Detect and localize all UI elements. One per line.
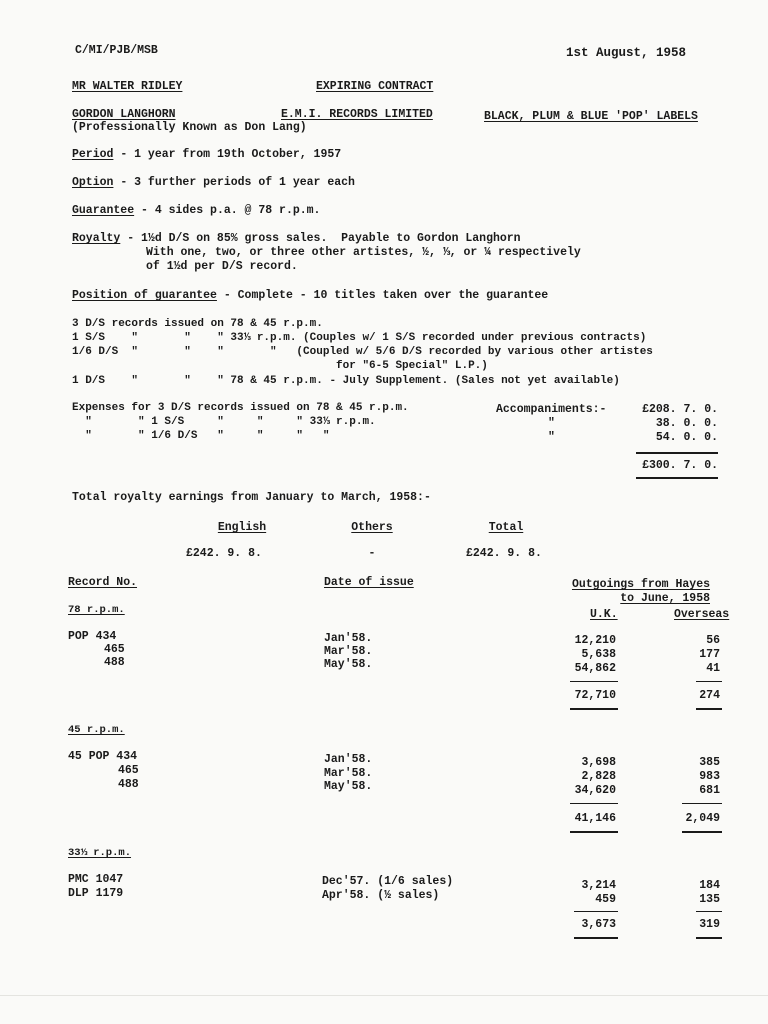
col-header-date: Date of issue xyxy=(324,576,414,589)
total-rule xyxy=(570,708,618,710)
overseas-sales: 135 xyxy=(699,893,720,906)
expenses-line-2: " " 1 S/S " " " 33⅓ r.p.m. xyxy=(72,416,376,428)
earnings-english: £242. 9. 8. xyxy=(186,547,262,560)
company-name: E.M.I. RECORDS LIMITED xyxy=(281,108,433,121)
record-number: POP 434 xyxy=(68,630,117,643)
total-rule xyxy=(682,831,722,833)
royalty-line xyxy=(72,232,521,246)
professional-name: (Professionally Known as Don Lang) xyxy=(72,121,307,134)
earnings-total: £242. 9. 8. xyxy=(466,547,542,560)
uk-total: 72,710 xyxy=(574,689,616,702)
col-header-outgoings-1: Outgoings from Hayes xyxy=(571,578,710,591)
uk-sales: 54,862 xyxy=(574,662,616,675)
memo-subject: EXPIRING CONTRACT xyxy=(316,80,434,93)
issue-date: Jan'58. xyxy=(324,753,373,766)
position-detail-4: for "6-5 Special" L.P.) xyxy=(72,360,488,372)
expenses-total-rule xyxy=(636,452,718,454)
royalty-text-3: of 1½d per D/S record. xyxy=(146,260,298,273)
expense-amount-3: 54. 0. 0. xyxy=(655,431,718,444)
subtotal-rule xyxy=(574,911,618,912)
record-number: 488 xyxy=(104,656,125,669)
expense-amount-2: 38. 0. 0. xyxy=(655,417,718,430)
subtotal-rule xyxy=(682,803,722,804)
overseas-sales: 385 xyxy=(699,756,720,769)
guarantee-label: Guarantee xyxy=(72,204,135,217)
overseas-sales: 681 xyxy=(699,784,720,797)
uk-sales: 3,698 xyxy=(581,756,616,769)
record-number: PMC 1047 xyxy=(68,873,124,886)
overseas-sales: 184 xyxy=(699,879,720,892)
option-label: Option xyxy=(72,176,114,189)
memo-date: 1st August, 1958 xyxy=(566,46,687,60)
expenses-total: £300. 7. 0. xyxy=(642,459,718,472)
col-header-overseas: Overseas xyxy=(674,608,730,621)
overseas-total: 274 xyxy=(699,689,720,702)
group-label-45: 45 r.p.m. xyxy=(68,724,125,736)
accompaniments-label: Accompaniments:- xyxy=(496,403,607,416)
record-number: 488 xyxy=(118,778,139,791)
accompaniments-ditto-1: " xyxy=(548,417,555,430)
overseas-sales: 41 xyxy=(706,662,720,675)
earnings-others: - xyxy=(368,547,376,560)
expenses-total-underline xyxy=(636,477,718,479)
subtotal-rule xyxy=(696,681,722,682)
issue-date: Jan'58. xyxy=(324,632,373,645)
expenses-line-1: Expenses for 3 D/S records issued on 78 & 45 r.p.m. xyxy=(72,402,409,414)
page-edge-divider xyxy=(0,995,768,996)
position-detail-1: 3 D/S records issued on 78 & 45 r.p.m. xyxy=(72,318,323,330)
period-line xyxy=(72,148,341,162)
guarantee-text: - 4 sides p.a. @ 78 r.p.m. xyxy=(134,204,321,217)
total-rule xyxy=(574,937,618,939)
royalty-text-2: With one, two, or three other artistes, ½, ⅓, or ¼ respectively xyxy=(146,246,581,259)
position-label: Position of guarantee xyxy=(72,289,217,302)
uk-sales: 2,828 xyxy=(581,770,616,783)
group-label-33: 33⅓ r.p.m. xyxy=(68,847,132,859)
option-text: - 3 further periods of 1 year each xyxy=(113,176,355,189)
record-labels: BLACK, PLUM & BLUE 'POP' LABELS xyxy=(484,110,698,123)
issue-date: Mar'58. xyxy=(324,767,373,780)
uk-total: 3,673 xyxy=(581,918,616,931)
issue-date: May'58. xyxy=(324,780,373,793)
group-label-78: 78 r.p.m. xyxy=(68,604,125,616)
col-header-record: Record No. xyxy=(68,576,138,589)
addressee: MR WALTER RIDLEY xyxy=(72,80,183,93)
guarantee-line xyxy=(72,204,320,218)
position-detail-3: 1/6 D/S " " " " (Coupled w/ 5/6 D/S recorded by various other artistes xyxy=(72,346,653,358)
accompaniments-ditto-2: " xyxy=(548,431,555,444)
overseas-total: 2,049 xyxy=(685,812,720,825)
uk-total: 41,146 xyxy=(574,812,616,825)
overseas-sales: 56 xyxy=(706,634,720,647)
uk-sales: 3,214 xyxy=(581,879,616,892)
subtotal-rule xyxy=(570,681,618,682)
position-text: - Complete - 10 titles taken over the guarantee xyxy=(216,289,549,302)
royalty-label: Royalty xyxy=(72,232,121,245)
subtotal-rule xyxy=(696,911,722,912)
period-label: Period xyxy=(72,148,114,161)
record-number: 465 xyxy=(104,643,125,656)
artist-name: GORDON LANGHORN xyxy=(72,108,176,121)
issue-date: Apr'58. (½ sales) xyxy=(322,889,440,902)
total-rule xyxy=(696,937,722,939)
position-detail-5: 1 D/S " " " 78 & 45 r.p.m. - July Supplement. (Sales not yet available) xyxy=(72,375,620,387)
earnings-header-english: English xyxy=(217,521,267,534)
option-line xyxy=(72,176,355,190)
issue-date: May'58. xyxy=(324,658,373,671)
col-header-outgoings-2: to June, 1958 xyxy=(620,592,710,605)
overseas-sales: 983 xyxy=(699,770,720,783)
royalty-text: - 1½d D/S on 85% gross sales. Payable to Gordon Langhorn xyxy=(120,232,521,245)
position-line xyxy=(72,289,548,303)
uk-sales: 12,210 xyxy=(574,634,616,647)
uk-sales: 459 xyxy=(595,893,616,906)
uk-sales: 34,620 xyxy=(574,784,616,797)
record-number: 465 xyxy=(118,764,139,777)
total-rule xyxy=(696,708,722,710)
period-text: - 1 year from 19th October, 1957 xyxy=(113,148,342,161)
overseas-total: 319 xyxy=(699,918,720,931)
issue-date: Mar'58. xyxy=(324,645,373,658)
expenses-line-3: " " 1/6 D/S " " " " xyxy=(72,430,330,442)
royalty-earnings-title: Total royalty earnings from January to March, 1958:- xyxy=(72,491,431,504)
col-header-uk: U.K. xyxy=(590,608,618,621)
issue-date: Dec'57. (1/6 sales) xyxy=(322,875,454,888)
subtotal-rule xyxy=(570,803,618,804)
uk-sales: 5,638 xyxy=(581,648,616,661)
position-detail-2: 1 S/S " " " 33⅓ r.p.m. (Couples w/ 1 S/S recorded under previous contracts) xyxy=(72,332,647,344)
overseas-sales: 177 xyxy=(699,648,720,661)
earnings-header-others: Others xyxy=(351,521,393,534)
expense-amount-1: £208. 7. 0. xyxy=(642,403,718,416)
record-number: DLP 1179 xyxy=(68,887,124,900)
reference-code: C/MI/PJB/MSB xyxy=(75,44,158,57)
total-rule xyxy=(570,831,618,833)
earnings-header-total: Total xyxy=(488,521,524,534)
record-number: 45 POP 434 xyxy=(68,750,138,763)
